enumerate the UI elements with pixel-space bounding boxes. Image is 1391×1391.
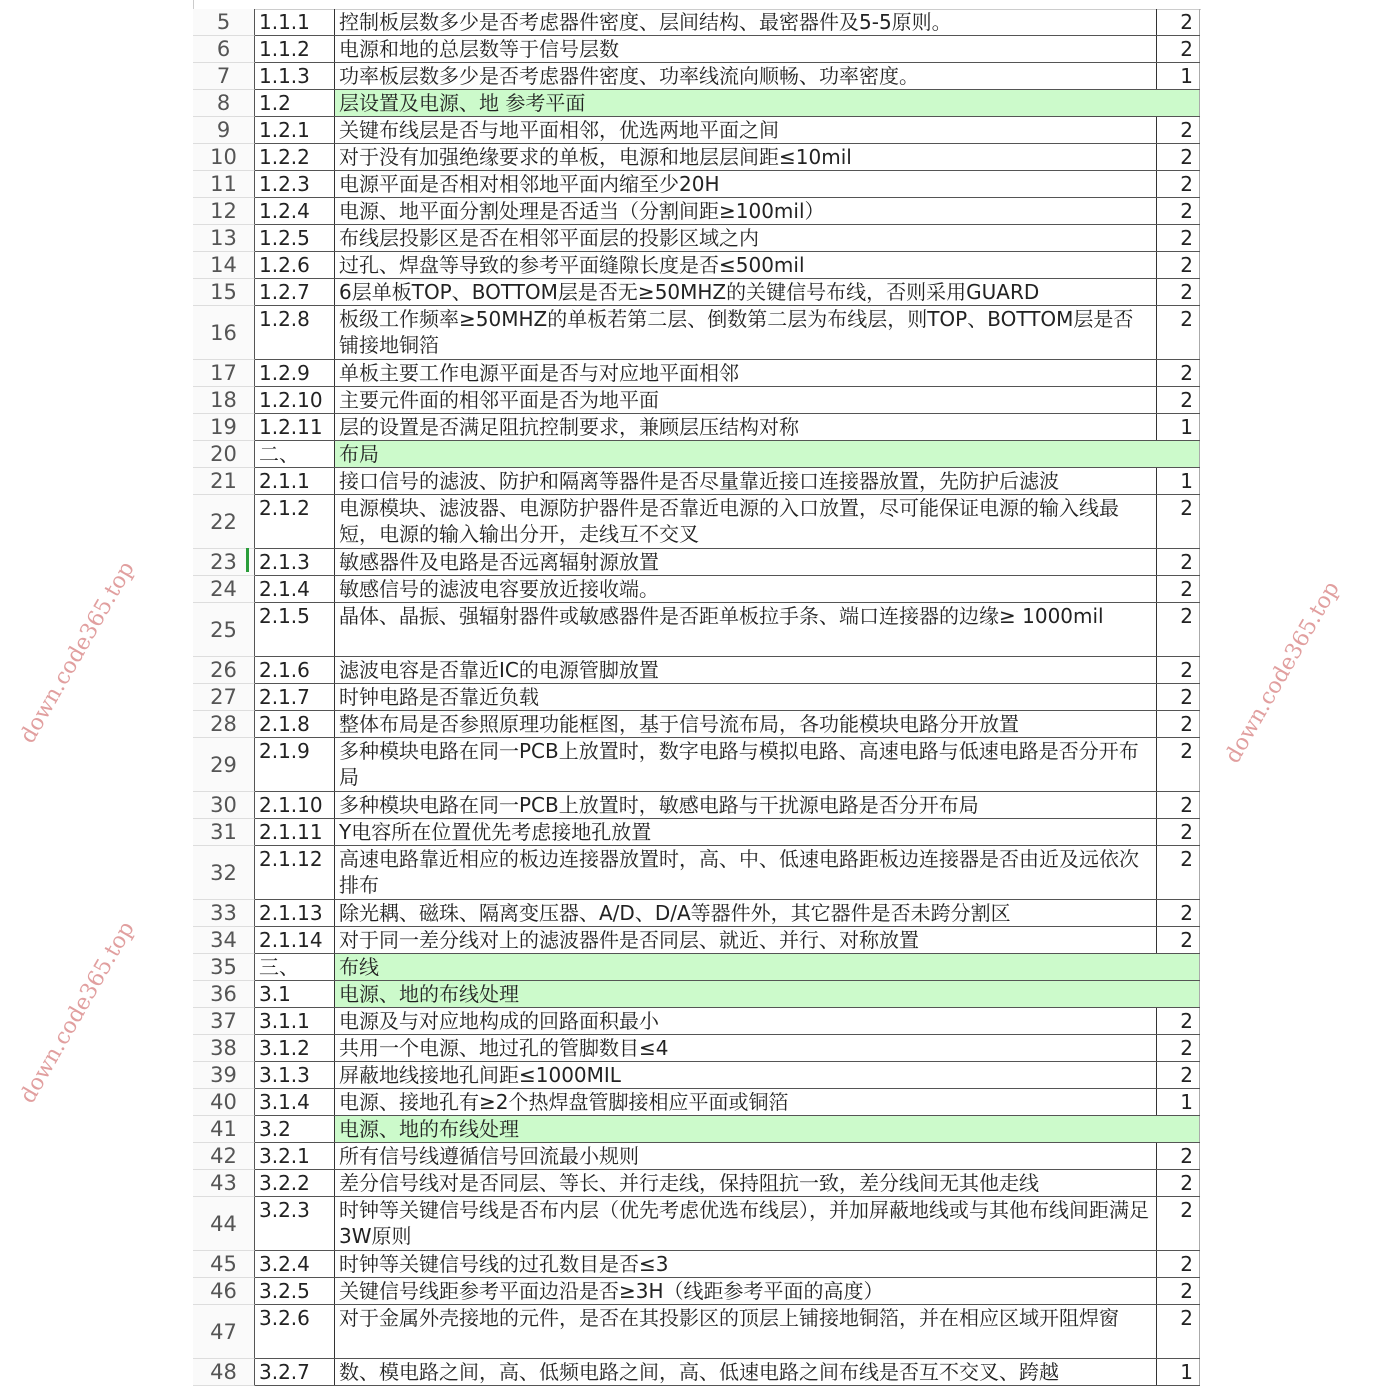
row-number[interactable]: 45 [193, 1251, 255, 1278]
watermark-center: down.code365.top [15, 917, 140, 1108]
code-cell[interactable]: 2.1.11 [255, 819, 335, 845]
code-cell[interactable]: 3.1.1 [255, 1008, 335, 1034]
row-number[interactable]: 26 [193, 657, 255, 684]
code-cell[interactable]: 1.2.2 [255, 144, 335, 170]
score-cell[interactable]: 2 [1157, 360, 1200, 386]
row-number[interactable]: 9 [193, 117, 255, 144]
score-cell[interactable]: 2 [1157, 306, 1200, 359]
table-row [193, 603, 1200, 657]
description-cell[interactable]: 对于没有加强绝缘要求的单板，电源和地层层间距≤10mil [335, 144, 1157, 170]
watermark-right: down.code365.top [1220, 577, 1345, 768]
score-cell[interactable] [1157, 90, 1200, 116]
row-number[interactable]: 27 [193, 684, 255, 711]
description-cell[interactable]: 电源、地的布线处理 [335, 1116, 1157, 1142]
score-cell[interactable]: 2 [1157, 711, 1200, 737]
code-cell[interactable]: 3.2 [255, 1116, 335, 1142]
score-cell[interactable]: 1 [1157, 468, 1200, 494]
score-cell[interactable]: 2 [1157, 1008, 1200, 1034]
description-cell[interactable]: 6层单板TOP、BOTTOM层是否无≥50MHZ的关键信号布线，否则采用GUARD [335, 279, 1157, 305]
score-cell[interactable]: 2 [1157, 36, 1200, 62]
row-number[interactable]: 20 [193, 441, 255, 468]
row-number[interactable]: 32 [193, 846, 255, 900]
table-row [193, 1251, 1200, 1278]
row-number[interactable]: 48 [193, 1359, 255, 1386]
cell-cursor-indicator [246, 548, 249, 572]
code-cell[interactable]: 1.2.1 [255, 117, 335, 143]
code-cell[interactable]: 2.1.6 [255, 657, 335, 683]
table-row [193, 1359, 1200, 1386]
row-number[interactable]: 14 [193, 252, 255, 279]
row-number[interactable]: 33 [193, 900, 255, 927]
table-row [193, 279, 1200, 306]
score-cell[interactable]: 2 [1157, 1251, 1200, 1277]
score-cell[interactable]: 2 [1157, 1143, 1200, 1169]
code-cell[interactable]: 3.2.3 [255, 1197, 335, 1250]
score-cell[interactable]: 2 [1157, 603, 1200, 656]
row-number[interactable]: 47 [193, 1305, 255, 1359]
table-row [193, 198, 1200, 225]
description-cell[interactable]: 电源、接地孔有≥2个热焊盘管脚接相应平面或铜箔 [335, 1089, 1157, 1115]
table-row [193, 1143, 1200, 1170]
description-cell[interactable]: 对于同一差分线对上的滤波器件是否同层、就近、并行、对称放置 [335, 927, 1157, 953]
row-number[interactable]: 29 [193, 738, 255, 792]
score-cell[interactable] [1157, 1116, 1200, 1142]
description-cell[interactable]: 高速电路靠近相应的板边连接器放置时，高、中、低速电路距板边连接器是否由近及远依次排布 [335, 846, 1157, 899]
code-cell[interactable]: 2.1.1 [255, 468, 335, 494]
score-cell[interactable]: 2 [1157, 549, 1200, 575]
row-number[interactable]: 35 [193, 954, 255, 981]
description-cell[interactable]: 布线 [335, 954, 1157, 980]
description-cell[interactable]: 时钟电路是否靠近负载 [335, 684, 1157, 710]
score-cell[interactable]: 2 [1157, 225, 1200, 251]
score-cell[interactable]: 2 [1157, 819, 1200, 845]
row-number[interactable]: 37 [193, 1008, 255, 1035]
description-cell[interactable]: 晶体、晶振、强辐射器件或敏感器件是否距单板拉手条、端口连接器的边缘≥ 1000mil [335, 603, 1157, 656]
score-cell[interactable]: 2 [1157, 684, 1200, 710]
spreadsheet-grid [193, 9, 1200, 1386]
description-cell[interactable]: 敏感信号的滤波电容要放近接收端。 [335, 576, 1157, 602]
table-row [193, 900, 1200, 927]
score-cell[interactable]: 2 [1157, 846, 1200, 899]
row-number[interactable]: 12 [193, 198, 255, 225]
code-cell[interactable]: 3.1.3 [255, 1062, 335, 1088]
description-cell[interactable]: 布线层投影区是否在相邻平面层的投影区域之内 [335, 225, 1157, 251]
code-cell[interactable]: 1.2.7 [255, 279, 335, 305]
row-number[interactable]: 19 [193, 414, 255, 441]
code-cell[interactable]: 3.1 [255, 981, 335, 1007]
section-header-row [193, 90, 1200, 117]
score-cell[interactable]: 1 [1157, 1359, 1200, 1385]
row-number[interactable]: 18 [193, 387, 255, 414]
row-number[interactable]: 39 [193, 1062, 255, 1089]
description-cell[interactable]: 时钟等关键信号线的过孔数目是否≤3 [335, 1251, 1157, 1277]
row-number[interactable]: 36 [193, 981, 255, 1008]
code-cell[interactable]: 3.2.7 [255, 1359, 335, 1385]
description-cell[interactable]: 过孔、焊盘等导致的参考平面缝隙长度是否≤500mil [335, 252, 1157, 278]
row-number[interactable]: 25 [193, 603, 255, 657]
code-cell[interactable]: 2.1.9 [255, 738, 335, 791]
score-cell[interactable]: 2 [1157, 927, 1200, 953]
score-cell[interactable]: 2 [1157, 1305, 1200, 1358]
description-cell[interactable]: 多种模块电路在同一PCB上放置时，敏感电路与干扰源电路是否分开布局 [335, 792, 1157, 818]
table-row [193, 1197, 1200, 1251]
score-cell[interactable] [1157, 441, 1200, 467]
score-cell[interactable]: 1 [1157, 63, 1200, 89]
score-cell[interactable]: 2 [1157, 1062, 1200, 1088]
description-cell[interactable]: 多种模块电路在同一PCB上放置时，数字电路与模拟电路、高速电路与低速电路是否分开布局 [335, 738, 1157, 791]
row-number[interactable]: 31 [193, 819, 255, 846]
description-cell[interactable]: 电源、地的布线处理 [335, 981, 1157, 1007]
table-row [193, 63, 1200, 90]
row-number[interactable]: 15 [193, 279, 255, 306]
description-cell[interactable]: 整体布局是否参照原理功能框图，基于信号流布局，各功能模块电路分开放置 [335, 711, 1157, 737]
description-cell[interactable]: 滤波电容是否靠近IC的电源管脚放置 [335, 657, 1157, 683]
row-number[interactable]: 43 [193, 1170, 255, 1197]
row-number[interactable]: 13 [193, 225, 255, 252]
code-cell[interactable]: 3.1.4 [255, 1089, 335, 1115]
score-cell[interactable] [1157, 954, 1200, 980]
table-row [193, 684, 1200, 711]
score-cell[interactable]: 2 [1157, 144, 1200, 170]
code-cell[interactable]: 1.2.3 [255, 171, 335, 197]
description-cell[interactable]: 关键布线层是否与地平面相邻，优选两地平面之间 [335, 117, 1157, 143]
code-cell[interactable]: 2.1.13 [255, 900, 335, 926]
code-cell[interactable]: 2.1.10 [255, 792, 335, 818]
description-cell[interactable]: 电源模块、滤波器、电源防护器件是否靠近电源的入口放置，尽可能保证电源的输入线最短，电源的输入输出分开，走线互不交叉 [335, 495, 1157, 548]
code-cell[interactable]: 3.2.5 [255, 1278, 335, 1304]
row-number[interactable]: 23 [193, 549, 255, 576]
section-header-row [193, 954, 1200, 981]
score-cell[interactable]: 2 [1157, 9, 1200, 35]
row-number[interactable]: 24 [193, 576, 255, 603]
table-row [193, 738, 1200, 792]
code-cell[interactable]: 3.2.6 [255, 1305, 335, 1358]
table-row [193, 819, 1200, 846]
description-cell[interactable]: 控制板层数多少是否考虑器件密度、层间结构、最密器件及5-5原则。 [335, 9, 1157, 35]
row-number[interactable]: 6 [193, 36, 255, 63]
table-row [193, 306, 1200, 360]
score-cell[interactable]: 2 [1157, 171, 1200, 197]
row-number[interactable]: 22 [193, 495, 255, 549]
code-cell[interactable]: 1.2 [255, 90, 335, 116]
row-number[interactable]: 5 [193, 9, 255, 36]
score-cell[interactable]: 2 [1157, 387, 1200, 413]
section-header-row [193, 1116, 1200, 1143]
code-cell[interactable]: 1.2.8 [255, 306, 335, 359]
description-cell[interactable]: 关键信号线距参考平面边沿是否≥3H（线距参考平面的高度） [335, 1278, 1157, 1304]
score-cell[interactable]: 2 [1157, 1278, 1200, 1304]
watermark-left: down.code365.top [15, 557, 140, 748]
score-cell[interactable]: 2 [1157, 900, 1200, 926]
score-cell[interactable]: 2 [1157, 279, 1200, 305]
table-row [193, 657, 1200, 684]
description-cell[interactable]: 数、模电路之间，高、低频电路之间，高、低速电路之间布线是否互不交叉、跨越 [335, 1359, 1157, 1385]
score-cell[interactable]: 2 [1157, 1197, 1200, 1250]
description-cell[interactable]: 接口信号的滤波、防护和隔离等器件是否尽量靠近接口连接器放置，先防护后滤波 [335, 468, 1157, 494]
table-row [193, 927, 1200, 954]
code-cell[interactable]: 1.2.6 [255, 252, 335, 278]
table-row [193, 360, 1200, 387]
description-cell[interactable]: Y电容所在位置优先考虑接地孔放置 [335, 819, 1157, 845]
score-cell[interactable]: 2 [1157, 117, 1200, 143]
description-cell[interactable]: 所有信号线遵循信号回流最小规则 [335, 1143, 1157, 1169]
description-cell[interactable]: 对于金属外壳接地的元件，是否在其投影区的顶层上铺接地铜箔，并在相应区域开阻焊窗 [335, 1305, 1157, 1358]
row-number[interactable]: 17 [193, 360, 255, 387]
score-cell[interactable]: 1 [1157, 414, 1200, 440]
table-row [193, 468, 1200, 495]
row-number[interactable]: 42 [193, 1143, 255, 1170]
section-header-row [193, 981, 1200, 1008]
description-cell[interactable]: 层的设置是否满足阻抗控制要求，兼顾层压结构对称 [335, 414, 1157, 440]
table-row [193, 117, 1200, 144]
score-cell[interactable]: 2 [1157, 495, 1200, 548]
code-cell[interactable]: 2.1.8 [255, 711, 335, 737]
description-cell[interactable]: 敏感器件及电路是否远离辐射源放置 [335, 549, 1157, 575]
table-row [193, 9, 1200, 36]
description-cell[interactable]: 功率板层数多少是否考虑器件密度、功率线流向顺畅、功率密度。 [335, 63, 1157, 89]
table-row [193, 549, 1200, 576]
table-row [193, 1089, 1200, 1116]
row-number[interactable]: 21 [193, 468, 255, 495]
description-cell[interactable]: 电源和地的总层数等于信号层数 [335, 36, 1157, 62]
table-row [193, 252, 1200, 279]
code-cell[interactable]: 3.1.2 [255, 1035, 335, 1061]
description-cell[interactable]: 电源、地平面分割处理是否适当（分割间距≥100mil） [335, 198, 1157, 224]
table-row [193, 792, 1200, 819]
code-cell[interactable]: 3.2.2 [255, 1170, 335, 1196]
code-cell[interactable]: 1.2.4 [255, 198, 335, 224]
row-number[interactable]: 7 [193, 63, 255, 90]
description-cell[interactable]: 电源平面是否相对相邻地平面内缩至少20H [335, 171, 1157, 197]
row-number[interactable]: 40 [193, 1089, 255, 1116]
code-cell[interactable]: 1.1.2 [255, 36, 335, 62]
table-row [193, 414, 1200, 441]
score-cell[interactable]: 2 [1157, 657, 1200, 683]
description-cell[interactable]: 布局 [335, 441, 1157, 467]
score-cell[interactable] [1157, 981, 1200, 1007]
row-number[interactable]: 34 [193, 927, 255, 954]
table-row [193, 576, 1200, 603]
row-number[interactable]: 46 [193, 1278, 255, 1305]
row-number[interactable]: 30 [193, 792, 255, 819]
table-row [193, 1035, 1200, 1062]
row-number[interactable]: 8 [193, 90, 255, 117]
row-number[interactable]: 16 [193, 306, 255, 360]
table-row [193, 711, 1200, 738]
code-cell[interactable]: 1.2.9 [255, 360, 335, 386]
row-number[interactable]: 44 [193, 1197, 255, 1251]
table-row [193, 1062, 1200, 1089]
code-cell[interactable]: 3.2.1 [255, 1143, 335, 1169]
table-row [193, 1170, 1200, 1197]
row-number[interactable]: 11 [193, 171, 255, 198]
table-row [193, 171, 1200, 198]
table-row [193, 1278, 1200, 1305]
score-cell[interactable]: 2 [1157, 1170, 1200, 1196]
description-cell[interactable]: 屏蔽地线接地孔间距≤1000MIL [335, 1062, 1157, 1088]
code-cell[interactable]: 2.1.5 [255, 603, 335, 656]
code-cell[interactable]: 2.1.3 [255, 549, 335, 575]
row-number[interactable]: 10 [193, 144, 255, 171]
code-cell[interactable]: 2.1.14 [255, 927, 335, 953]
description-cell[interactable]: 共用一个电源、地过孔的管脚数目≤4 [335, 1035, 1157, 1061]
description-cell[interactable]: 电源及与对应地构成的回路面积最小 [335, 1008, 1157, 1034]
description-cell[interactable]: 层设置及电源、地 参考平面 [335, 90, 1157, 116]
description-cell[interactable]: 单板主要工作电源平面是否与对应地平面相邻 [335, 360, 1157, 386]
score-cell[interactable]: 2 [1157, 1035, 1200, 1061]
table-row [193, 846, 1200, 900]
description-cell[interactable]: 除光耦、磁珠、隔离变压器、A/D、D/A等器件外，其它器件是否未跨分割区 [335, 900, 1157, 926]
score-cell[interactable]: 1 [1157, 1089, 1200, 1115]
table-row [193, 36, 1200, 63]
code-cell[interactable]: 3.2.4 [255, 1251, 335, 1277]
code-cell[interactable]: 二、 [255, 441, 335, 467]
description-cell[interactable]: 主要元件面的相邻平面是否为地平面 [335, 387, 1157, 413]
section-header-row [193, 441, 1200, 468]
code-cell[interactable]: 1.2.10 [255, 387, 335, 413]
score-cell[interactable]: 2 [1157, 576, 1200, 602]
score-cell[interactable]: 2 [1157, 792, 1200, 818]
code-cell[interactable]: 1.2.11 [255, 414, 335, 440]
code-cell[interactable]: 2.1.4 [255, 576, 335, 602]
code-cell[interactable]: 三、 [255, 954, 335, 980]
code-cell[interactable]: 1.1.1 [255, 9, 335, 35]
code-cell[interactable]: 2.1.7 [255, 684, 335, 710]
score-cell[interactable]: 2 [1157, 252, 1200, 278]
code-cell[interactable]: 2.1.12 [255, 846, 335, 899]
description-cell[interactable]: 板级工作频率≥50MHZ的单板若第二层、倒数第二层为布线层，则TOP、BOTTOM层是否铺接地铜箔 [335, 306, 1157, 359]
description-cell[interactable]: 时钟等关键信号线是否布内层（优先考虑优选布线层），并加屏蔽地线或与其他布线间距满足3W原则 [335, 1197, 1157, 1250]
code-cell[interactable]: 1.2.5 [255, 225, 335, 251]
score-cell[interactable]: 2 [1157, 738, 1200, 791]
code-cell[interactable]: 2.1.2 [255, 495, 335, 548]
score-cell[interactable]: 2 [1157, 198, 1200, 224]
description-cell[interactable]: 差分信号线对是否同层、等长、并行走线，保持阻抗一致，差分线间无其他走线 [335, 1170, 1157, 1196]
row-number[interactable]: 41 [193, 1116, 255, 1143]
row-number[interactable]: 28 [193, 711, 255, 738]
table-row [193, 1008, 1200, 1035]
table-row [193, 495, 1200, 549]
table-row [193, 225, 1200, 252]
table-row [193, 144, 1200, 171]
table-row [193, 1305, 1200, 1359]
table-row [193, 387, 1200, 414]
row-number[interactable]: 38 [193, 1035, 255, 1062]
code-cell[interactable]: 1.1.3 [255, 63, 335, 89]
